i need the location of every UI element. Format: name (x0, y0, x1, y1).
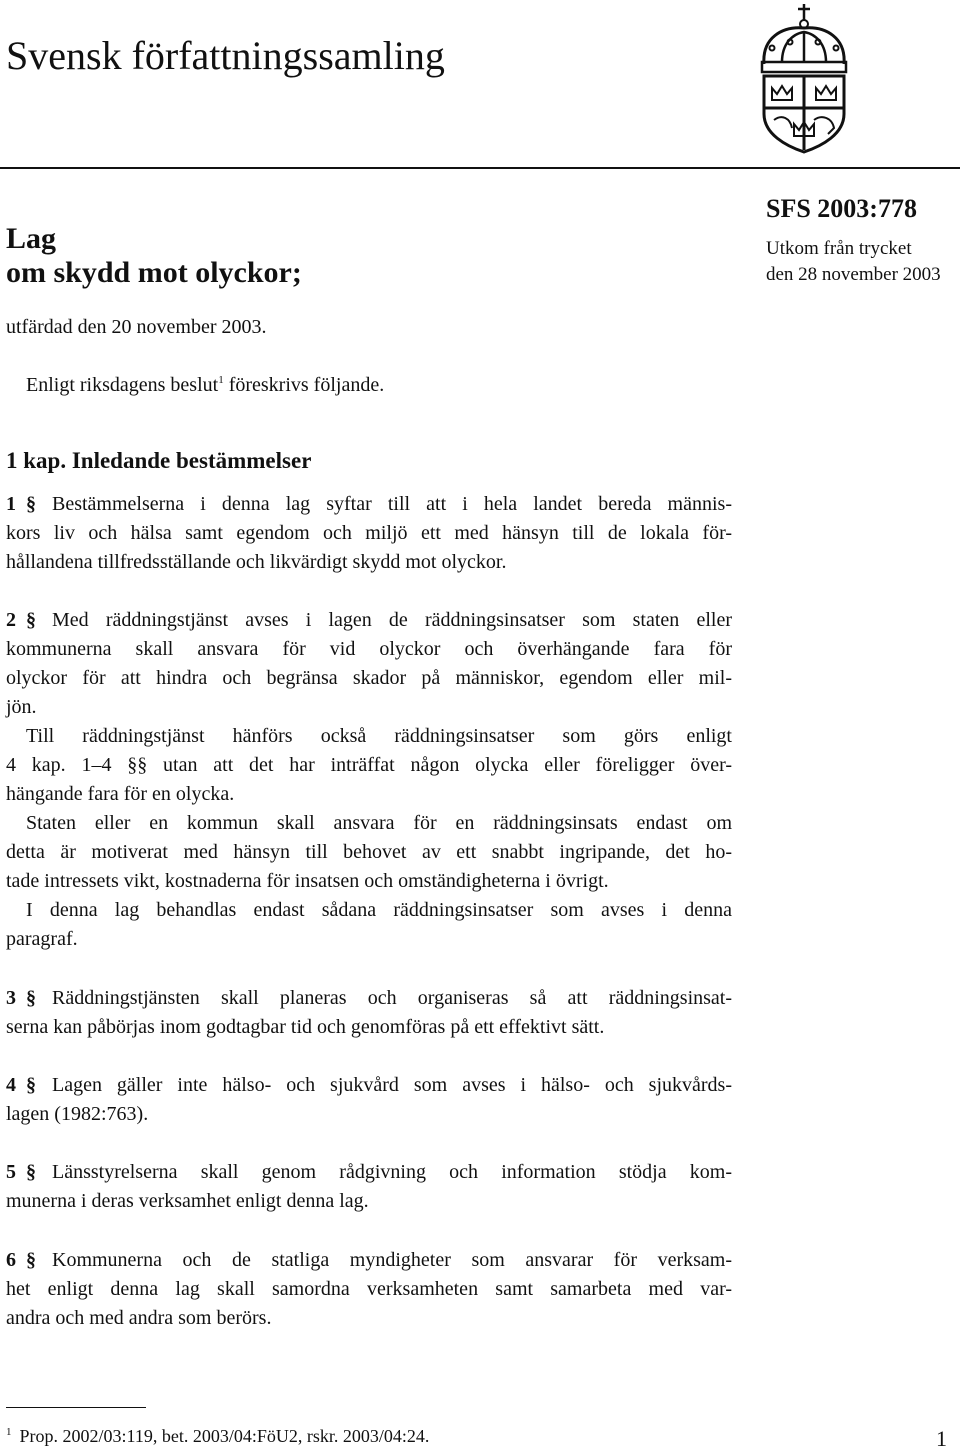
footnote-text: Prop. 2002/03:119, bet. 2003/04:FöU2, rskr. 2003/04:24. (19, 1426, 430, 1446)
line-text: detta är motiverat med hänsyn till behovet av ett snabbt ingripande, det ho- (6, 841, 732, 863)
line-text: Kommunerna och de statliga myndigheter som ansvarar för verksam- (52, 1249, 732, 1271)
text-line (6, 1187, 732, 1216)
line-text: Räddningstjänsten skall planeras och organiseras så att räddningsinsat- (52, 987, 732, 1009)
enactment-text-end: föreskrivs följande. (223, 374, 385, 396)
text-line (6, 925, 732, 954)
section-number: 1 (6, 493, 16, 515)
section-sign: § (26, 1074, 36, 1096)
line-text: lagen (1982:763). (6, 1103, 149, 1125)
text-line (6, 809, 732, 838)
line-text: kors liv och hälsa samt egendom och miljö ett med hänsyn till de lokala för- (6, 522, 732, 544)
line-text: olyckor för att hindra och begränsa skador på människor, egendom eller mil- (6, 667, 732, 689)
text-line (6, 1275, 732, 1304)
text-line (6, 606, 732, 635)
text-line (6, 867, 732, 896)
publication-date-line2: den 28 november 2003 (766, 264, 941, 285)
text-line (6, 1158, 732, 1187)
section-4 (6, 1071, 732, 1129)
line-text: Lagen gäller inte hälso- och sjukvård som avses i hälso- och sjukvårds- (52, 1074, 732, 1096)
line-text: jön. (6, 696, 37, 718)
text-line (6, 548, 732, 577)
line-text: hållandena tillfredsställande och likvärdigt skydd mot olyckor. (6, 551, 507, 573)
section-number: 6 (6, 1249, 16, 1271)
line-text: Bestämmelserna i denna lag syftar till att i hela landet bereda männis- (52, 493, 732, 515)
line-text: serna kan påbörjas inom godtagbar tid och genomföras på ett effektivt sätt. (6, 1016, 605, 1038)
enactment-text: Enligt riksdagens beslut (26, 374, 219, 396)
section-sign: § (26, 493, 36, 515)
line-text: het enligt denna lag skall samordna verksamheten samt samarbeta med var- (6, 1278, 732, 1300)
text-line (6, 693, 732, 722)
line-text: Staten eller en kommun skall ansvara för en räddningsinsats endast om (26, 812, 732, 834)
text-line (6, 635, 732, 664)
line-text: Till räddningstjänst hänförs också räddningsinsatser som görs enligt (26, 725, 732, 747)
line-text: Länsstyrelserna skall genom rådgivning och information stödja kom- (52, 1161, 732, 1183)
section-number: 3 (6, 987, 16, 1009)
publication-date (766, 236, 941, 288)
text-line (6, 1013, 732, 1042)
section-sign: § (26, 609, 36, 631)
section-number: 5 (6, 1161, 16, 1183)
line-text: andra och med andra som berörs. (6, 1307, 272, 1329)
footnote-reference[interactable]: 1 (218, 374, 224, 386)
text-line (6, 1304, 732, 1333)
section-1 (6, 490, 732, 577)
footnote (6, 1424, 429, 1448)
text-line (6, 1100, 732, 1129)
issued-date: utfärdad den 20 november 2003. (6, 316, 267, 338)
collection-title: Svensk författningssamling (6, 33, 445, 78)
text-line (6, 722, 732, 751)
line-text: kommunerna skall ansvara för vid olyckor och överhängande fara för (6, 638, 732, 660)
text-line (6, 751, 732, 780)
footnote-divider (6, 1407, 146, 1408)
section-number: 2 (6, 609, 16, 631)
text-line (6, 664, 732, 693)
section-2 (6, 606, 732, 954)
text-line (6, 1246, 732, 1275)
line-text: paragraf. (6, 928, 78, 950)
page-number: 1 (936, 1426, 947, 1451)
section-number: 4 (6, 1074, 16, 1096)
text-line (6, 519, 732, 548)
text-line (6, 490, 732, 519)
line-text: I denna lag behandlas endast sådana räddningsinsatser som avses i denna (26, 899, 732, 921)
text-line (6, 896, 732, 925)
line-text: Med räddningstjänst avses i lagen de räddningsinsatser som staten eller (52, 609, 732, 631)
section-sign: § (26, 1161, 36, 1183)
text-line (6, 838, 732, 867)
text-line (6, 984, 732, 1013)
law-title-line1: Lag (6, 222, 57, 255)
line-text: munerna i deras verksamhet enligt denna lag. (6, 1190, 369, 1212)
text-line (6, 780, 732, 809)
line-text: tade intressets vikt, kostnaderna för insatsen och omständigheterna i övrigt. (6, 870, 609, 892)
law-title (6, 222, 302, 290)
header-divider (0, 167, 960, 169)
section-sign: § (26, 1249, 36, 1271)
line-text: 4 kap. 1–4 §§ utan att det har inträffat någon olycka eller föreligger över- (6, 754, 732, 776)
footnote-number: 1 (6, 1426, 12, 1438)
section-3 (6, 984, 732, 1042)
sfs-number: SFS 2003:778 (766, 194, 917, 223)
chapter-heading: 1 kap. Inledande bestämmelser (6, 448, 312, 473)
section-sign: § (26, 987, 36, 1009)
line-text: hängande fara för en olycka. (6, 783, 235, 805)
section-6 (6, 1246, 732, 1333)
publication-date-line1: Utkom från trycket (766, 238, 912, 259)
enactment-clause (26, 372, 384, 398)
section-5 (6, 1158, 732, 1216)
law-title-line2: om skydd mot olyckor; (6, 256, 302, 289)
text-line (6, 1071, 732, 1100)
swedish-coat-of-arms-icon (752, 2, 856, 154)
